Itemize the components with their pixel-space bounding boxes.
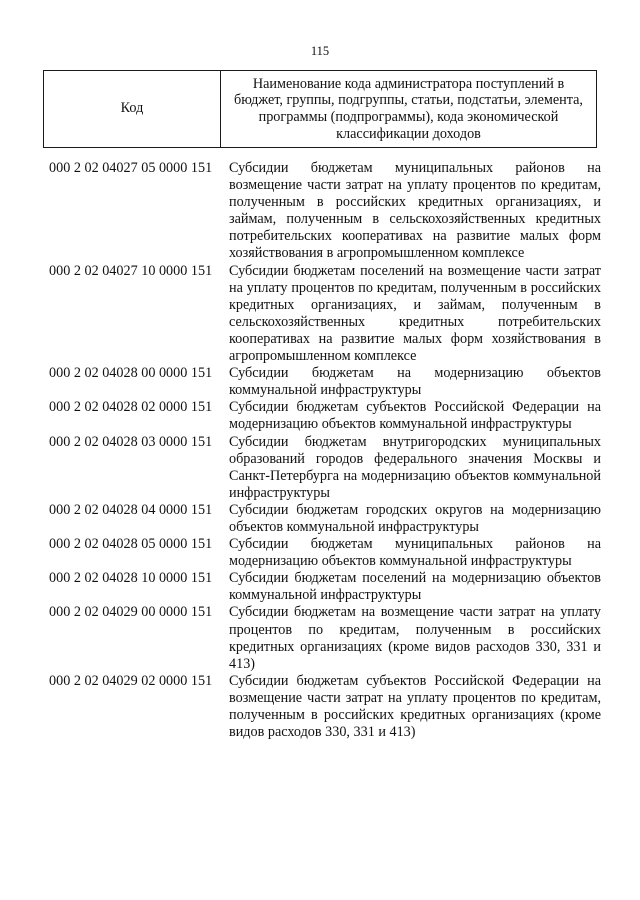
row-code: 000 2 02 04028 03 0000 151 [49, 433, 213, 450]
row-description: Субсидии бюджетам муниципальных районов на возмещение части затрат на уплату процентов по кредитам, полученным в российских кредитных организациях, и займам, полученным в сельскохозяйственных кредитных потребительских кооперативах на развитие малых форм хозяйствования в агропромышленном комплексе [229, 160, 601, 262]
table-row [49, 604, 601, 672]
row-description: Субсидии бюджетам поселений на возмещение части затрат на уплату процентов по кредитам, полученным в российских кредитных организациях, и займам, полученным в сельскохозяйственных кредитных потребительских кооперативах на развитие малых форм хозяйствования в агропромышленном комплексе [229, 262, 601, 365]
row-description: Субсидии бюджетам поселений на модернизацию объектов коммунальной инфраструктуры [229, 570, 601, 604]
row-code: 000 2 02 04029 02 0000 151 [49, 672, 213, 689]
row-description: Субсидии бюджетам внутригородских муниципальных образований городов федерального значения Москвы и Санкт-Петербурга на модернизацию объектов коммунальной инфраструктуры [229, 433, 601, 501]
row-code: 000 2 02 04028 05 0000 151 [49, 536, 213, 553]
row-code: 000 2 02 04028 02 0000 151 [49, 399, 213, 416]
row-description: Субсидии бюджетам субъектов Российской Федерации на модернизацию объектов коммунальной инфраструктуры [229, 399, 601, 433]
header-name: Наименование кода администратора поступлений в бюджет, группы, подгруппы, статьи, подстатьи, элемента, программы (подпрограммы), кода экономической классификации доходов [221, 71, 597, 148]
header-code: Код [44, 71, 221, 148]
table-row [49, 536, 601, 570]
table-row [49, 263, 601, 366]
table-row [49, 673, 601, 741]
row-description: Субсидии бюджетам субъектов Российской Федерации на возмещение части затрат на уплату процентов по кредитам, полученным в российских кредитных организациях (кроме видов расходов 330, 331 и 413) [229, 672, 601, 741]
table-row [49, 160, 601, 263]
table-row [49, 570, 601, 604]
table-header [43, 70, 597, 148]
row-description: Субсидии бюджетам муниципальных районов на модернизацию объектов коммунальной инфраструктуры [229, 536, 601, 570]
row-description: Субсидии бюджетам на модернизацию объектов коммунальной инфраструктуры [229, 365, 601, 399]
row-description: Субсидии бюджетам городских округов на модернизацию объектов коммунальной инфраструктуры [229, 501, 601, 535]
row-code: 000 2 02 04029 00 0000 151 [49, 604, 213, 621]
row-code: 000 2 02 04028 00 0000 151 [49, 365, 213, 382]
table-row [49, 502, 601, 536]
table-row [49, 399, 601, 433]
table-row [49, 434, 601, 502]
row-code: 000 2 02 04027 05 0000 151 [49, 160, 213, 176]
row-code: 000 2 02 04028 04 0000 151 [49, 501, 213, 518]
classification-list [49, 160, 601, 741]
row-code: 000 2 02 04027 10 0000 151 [49, 262, 213, 279]
page-number: 115 [310, 44, 330, 58]
table-row [49, 365, 601, 399]
row-description: Субсидии бюджетам на возмещение части затрат на уплату процентов по кредитам, полученным в российских кредитных организациях (кроме видов расходов 330, 331 и 413) [229, 604, 601, 672]
row-code: 000 2 02 04028 10 0000 151 [49, 570, 213, 587]
